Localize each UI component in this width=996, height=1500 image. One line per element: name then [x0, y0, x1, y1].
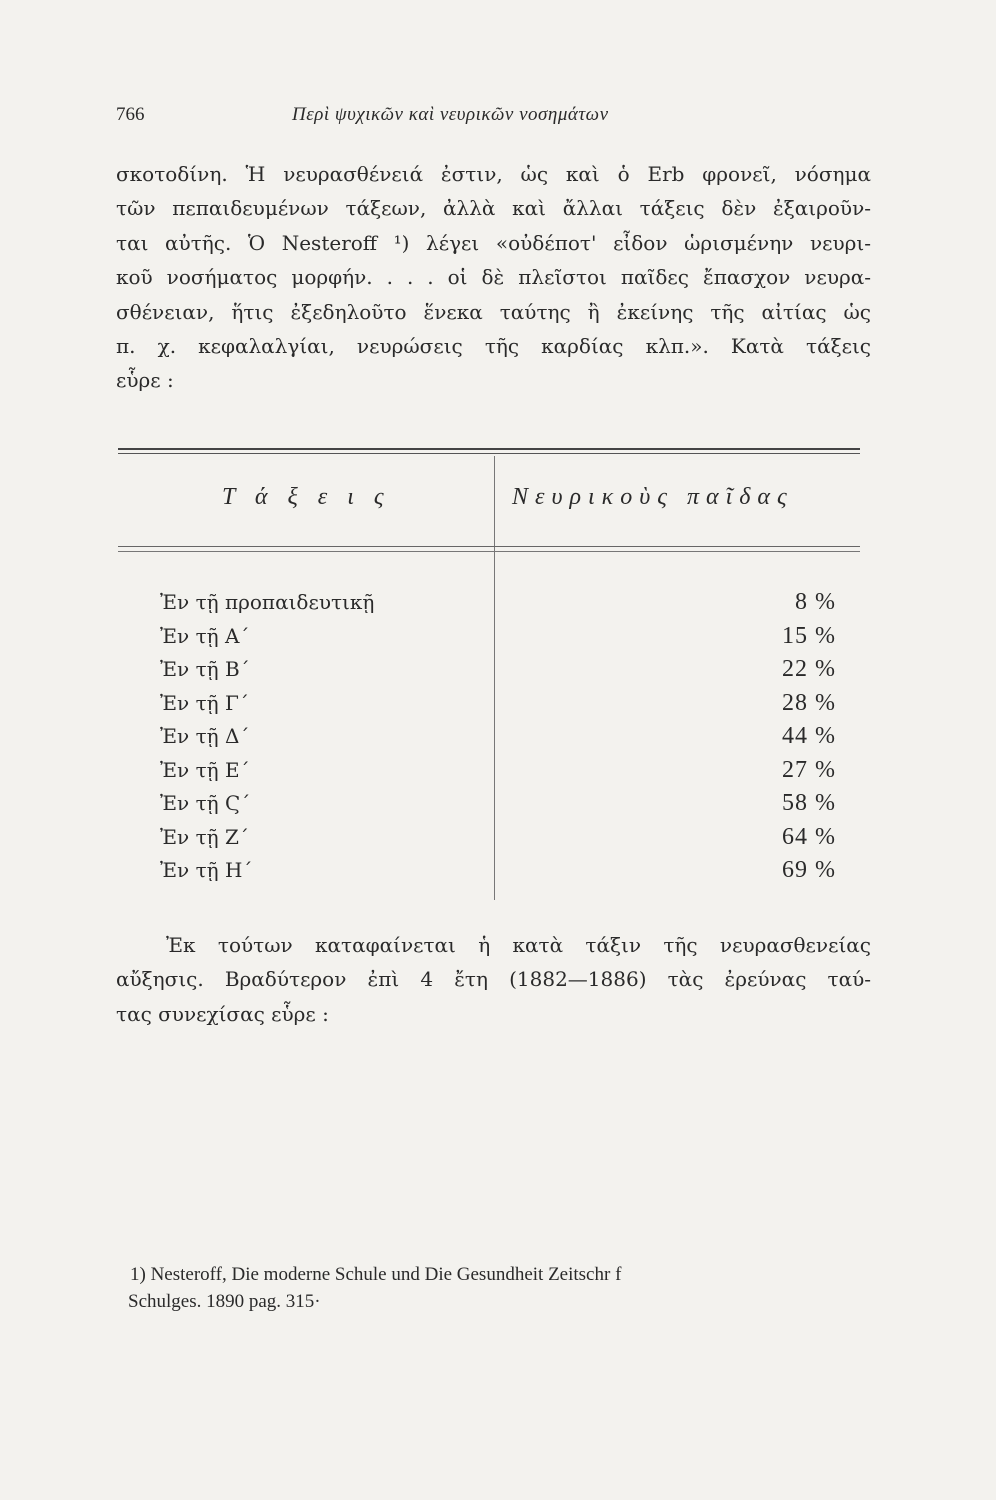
- column-header-classes: Τ ά ξ ε ι ς: [222, 484, 391, 510]
- class-cell: Ἐν τῇ Ε΄: [160, 757, 250, 782]
- statistics-table: [118, 448, 860, 900]
- percent-cell: 15 %: [782, 622, 836, 649]
- table-row: [118, 787, 860, 821]
- percent-cell: 69 %: [782, 857, 836, 883]
- table-row: [118, 586, 860, 620]
- class-cell: Ἐν τῇ Ζ΄: [160, 824, 249, 849]
- table-body: [118, 586, 860, 888]
- percent-cell: 22 %: [782, 656, 836, 682]
- table-rule: [118, 448, 860, 450]
- text-line: Ἐκ τούτων καταφαίνεται ἡ κατὰ τάξιν τῆς νευρασθενείας: [166, 933, 871, 957]
- footnote-line: 1) Nesteroff, Die moderne Schule und Die Gesundheit Zeitschr f: [130, 1264, 622, 1285]
- table-row: [118, 754, 860, 788]
- table-row: [118, 687, 860, 721]
- text-line: εὗρε :: [116, 368, 174, 393]
- table-row: [118, 720, 860, 754]
- table-row: [118, 854, 860, 888]
- class-cell: Ἐν τῇ Ϛ΄: [160, 791, 251, 815]
- class-cell: Ἐν τῇ Β΄: [160, 657, 250, 681]
- table-rule: [118, 546, 860, 547]
- text-line: κοῦ νοσήματος μορφήν. . . . οἱ δὲ πλεῖστοι παῖδες ἔπασχον νευρα-: [116, 265, 871, 290]
- text-line: σθένειαν, ἥτις ἐξεδηλοῦτο ἕνεκα ταύτης ἢ ἐκείνης τῆς αἰτίας ὡς: [116, 299, 871, 324]
- body-paragraph-2: [116, 928, 871, 1031]
- text-line: τας συνεχίσας εὗρε :: [116, 1001, 329, 1026]
- text-line: ται αὐτῆς. Ὁ Nesteroff ¹) λέγει «οὐδέποτ' εἶδον ὡρισμένην νευρι-: [116, 230, 871, 255]
- class-cell: Ἐν τῇ Δ΄: [160, 724, 250, 748]
- text-line: αὔξησις. Βραδύτερον ἐπὶ 4 ἔτη (1882—1886) τὰς ἐρεύνας ταύ-: [116, 967, 871, 992]
- footnote-line: Schulges. 1890 pag. 315·: [128, 1291, 321, 1312]
- percent-cell: 44 %: [782, 723, 836, 749]
- class-cell: Ἐν τῇ προπαιδευτικῇ: [160, 590, 375, 614]
- percent-cell: 28 %: [782, 689, 836, 716]
- text-line: σκοτοδίνη. Ἡ νευρασθένειά ἐστιν, ὡς καὶ ὁ Erb φρονεῖ, νόσημα: [116, 162, 871, 186]
- class-cell: Ἐν τῇ Η΄: [160, 858, 253, 882]
- table-row: [118, 620, 860, 654]
- percent-cell: 8 %: [795, 589, 836, 615]
- table-row: [118, 653, 860, 687]
- text-line: τῶν πεπαιδευμένων τάξεων, ἀλλὰ καὶ ἄλλαι τάξεις δὲν ἐξαιροῦν-: [116, 196, 871, 221]
- page-number: 766: [116, 104, 145, 125]
- footnote: [130, 1261, 865, 1315]
- class-cell: Ἐν τῇ Α΄: [160, 623, 250, 648]
- text-line: π. χ. κεφαλαλγίαι, νευρώσεις τῆς καρδίας κλπ.». Κατὰ τάξεις: [116, 333, 871, 358]
- column-header-nervous-children: Νευρικοὺς παῖδας: [512, 484, 794, 510]
- table-rule: [118, 551, 860, 552]
- running-head: [116, 104, 866, 134]
- body-paragraph-1: [116, 157, 871, 398]
- running-title: Περὶ ψυχικῶν καὶ νευρικῶν νοσημάτων: [292, 104, 609, 125]
- table-rule: [118, 453, 860, 454]
- table-row: [118, 821, 860, 855]
- percent-cell: 27 %: [782, 756, 836, 783]
- class-cell: Ἐν τῇ Γ΄: [160, 690, 249, 715]
- percent-cell: 58 %: [782, 790, 836, 816]
- percent-cell: 64 %: [782, 823, 836, 850]
